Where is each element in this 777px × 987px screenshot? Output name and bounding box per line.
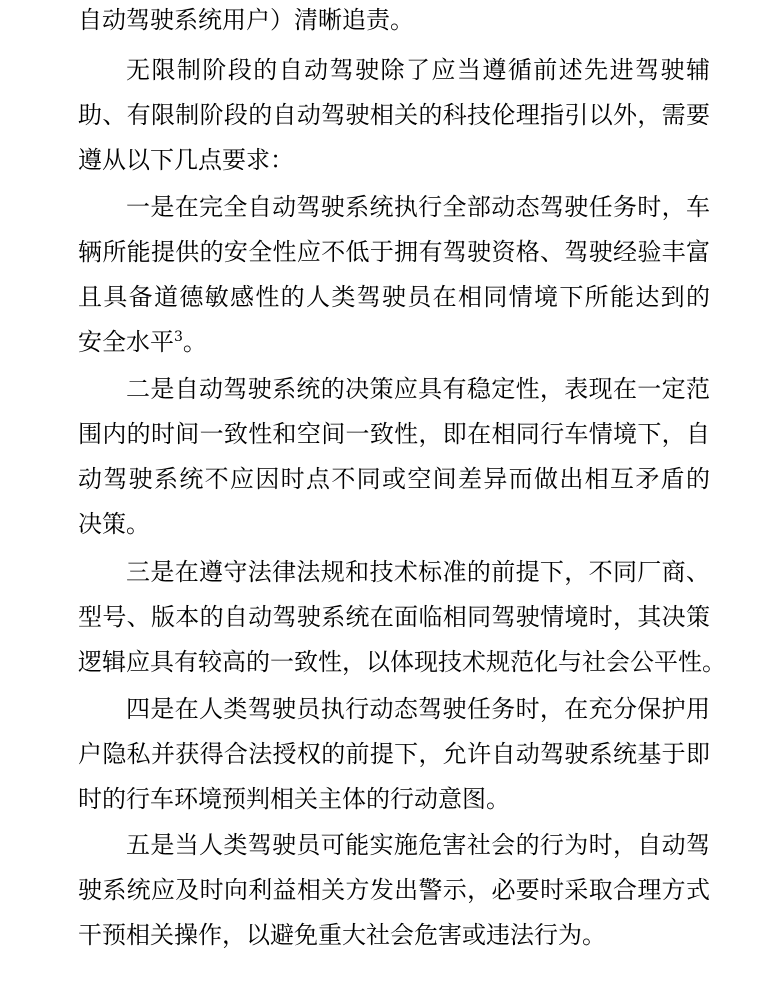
text-line-with-footnote — [78, 325, 710, 359]
text-line: 户隐私并获得合法授权的前提下，允许自动驾驶系统基于即 — [78, 740, 710, 768]
text-line: 四是在人类驾驶员执行动态驾驶任务时，在充分保护用 — [126, 695, 710, 723]
text-line: 且具备道德敏感性的人类驾驶员在相同情境下所能达到的 — [78, 283, 710, 311]
text-line: 型号、版本的自动驾驶系统在面临相同驾驶情境时，其决策 — [78, 603, 710, 631]
text-line: 二是自动驾驶系统的决策应具有稳定性，表现在一定范 — [126, 375, 710, 403]
text-line: 自动驾驶系统用户）清晰追责。 — [78, 6, 414, 34]
text-line: 辆所能提供的安全性应不低于拥有驾驶资格、驾驶经验丰富 — [78, 238, 710, 266]
text-line: 驶系统应及时向利益相关方发出警示，必要时采取合理方式 — [78, 876, 710, 904]
text-line: 三是在遵守法律法规和技术标准的前提下，不同厂商、 — [126, 558, 710, 586]
text-line: 决策。 — [78, 510, 150, 538]
text-line: 五是当人类驾驶员可能实施危害社会的行为时，自动驾 — [126, 831, 710, 859]
footnote-mark[interactable]: 3 — [174, 329, 183, 345]
text-line: 动驾驶系统不应因时点不同或空间差异而做出相互矛盾的 — [78, 465, 710, 493]
text-fragment: 。 — [182, 328, 207, 356]
text-fragment: 安全水平 — [78, 328, 174, 356]
text-line: 逻辑应具有较高的一致性，以体现技术规范化与社会公平性。 — [78, 648, 726, 676]
text-line: 无限制阶段的自动驾驶除了应当遵循前述先进驾驶辅 — [126, 56, 710, 84]
text-line: 一是在完全自动驾驶系统执行全部动态驾驶任务时，车 — [126, 193, 710, 221]
text-line: 遵从以下几点要求： — [78, 146, 294, 174]
text-line: 围内的时间一致性和空间一致性，即在相同行车情境下，自 — [78, 420, 710, 448]
text-line: 助、有限制阶段的自动驾驶相关的科技伦理指引以外，需要 — [78, 101, 710, 129]
text-line: 时的行车环境预判相关主体的行动意图。 — [78, 785, 510, 813]
text-line: 干预相关操作，以避免重大社会危害或违法行为。 — [78, 921, 606, 949]
